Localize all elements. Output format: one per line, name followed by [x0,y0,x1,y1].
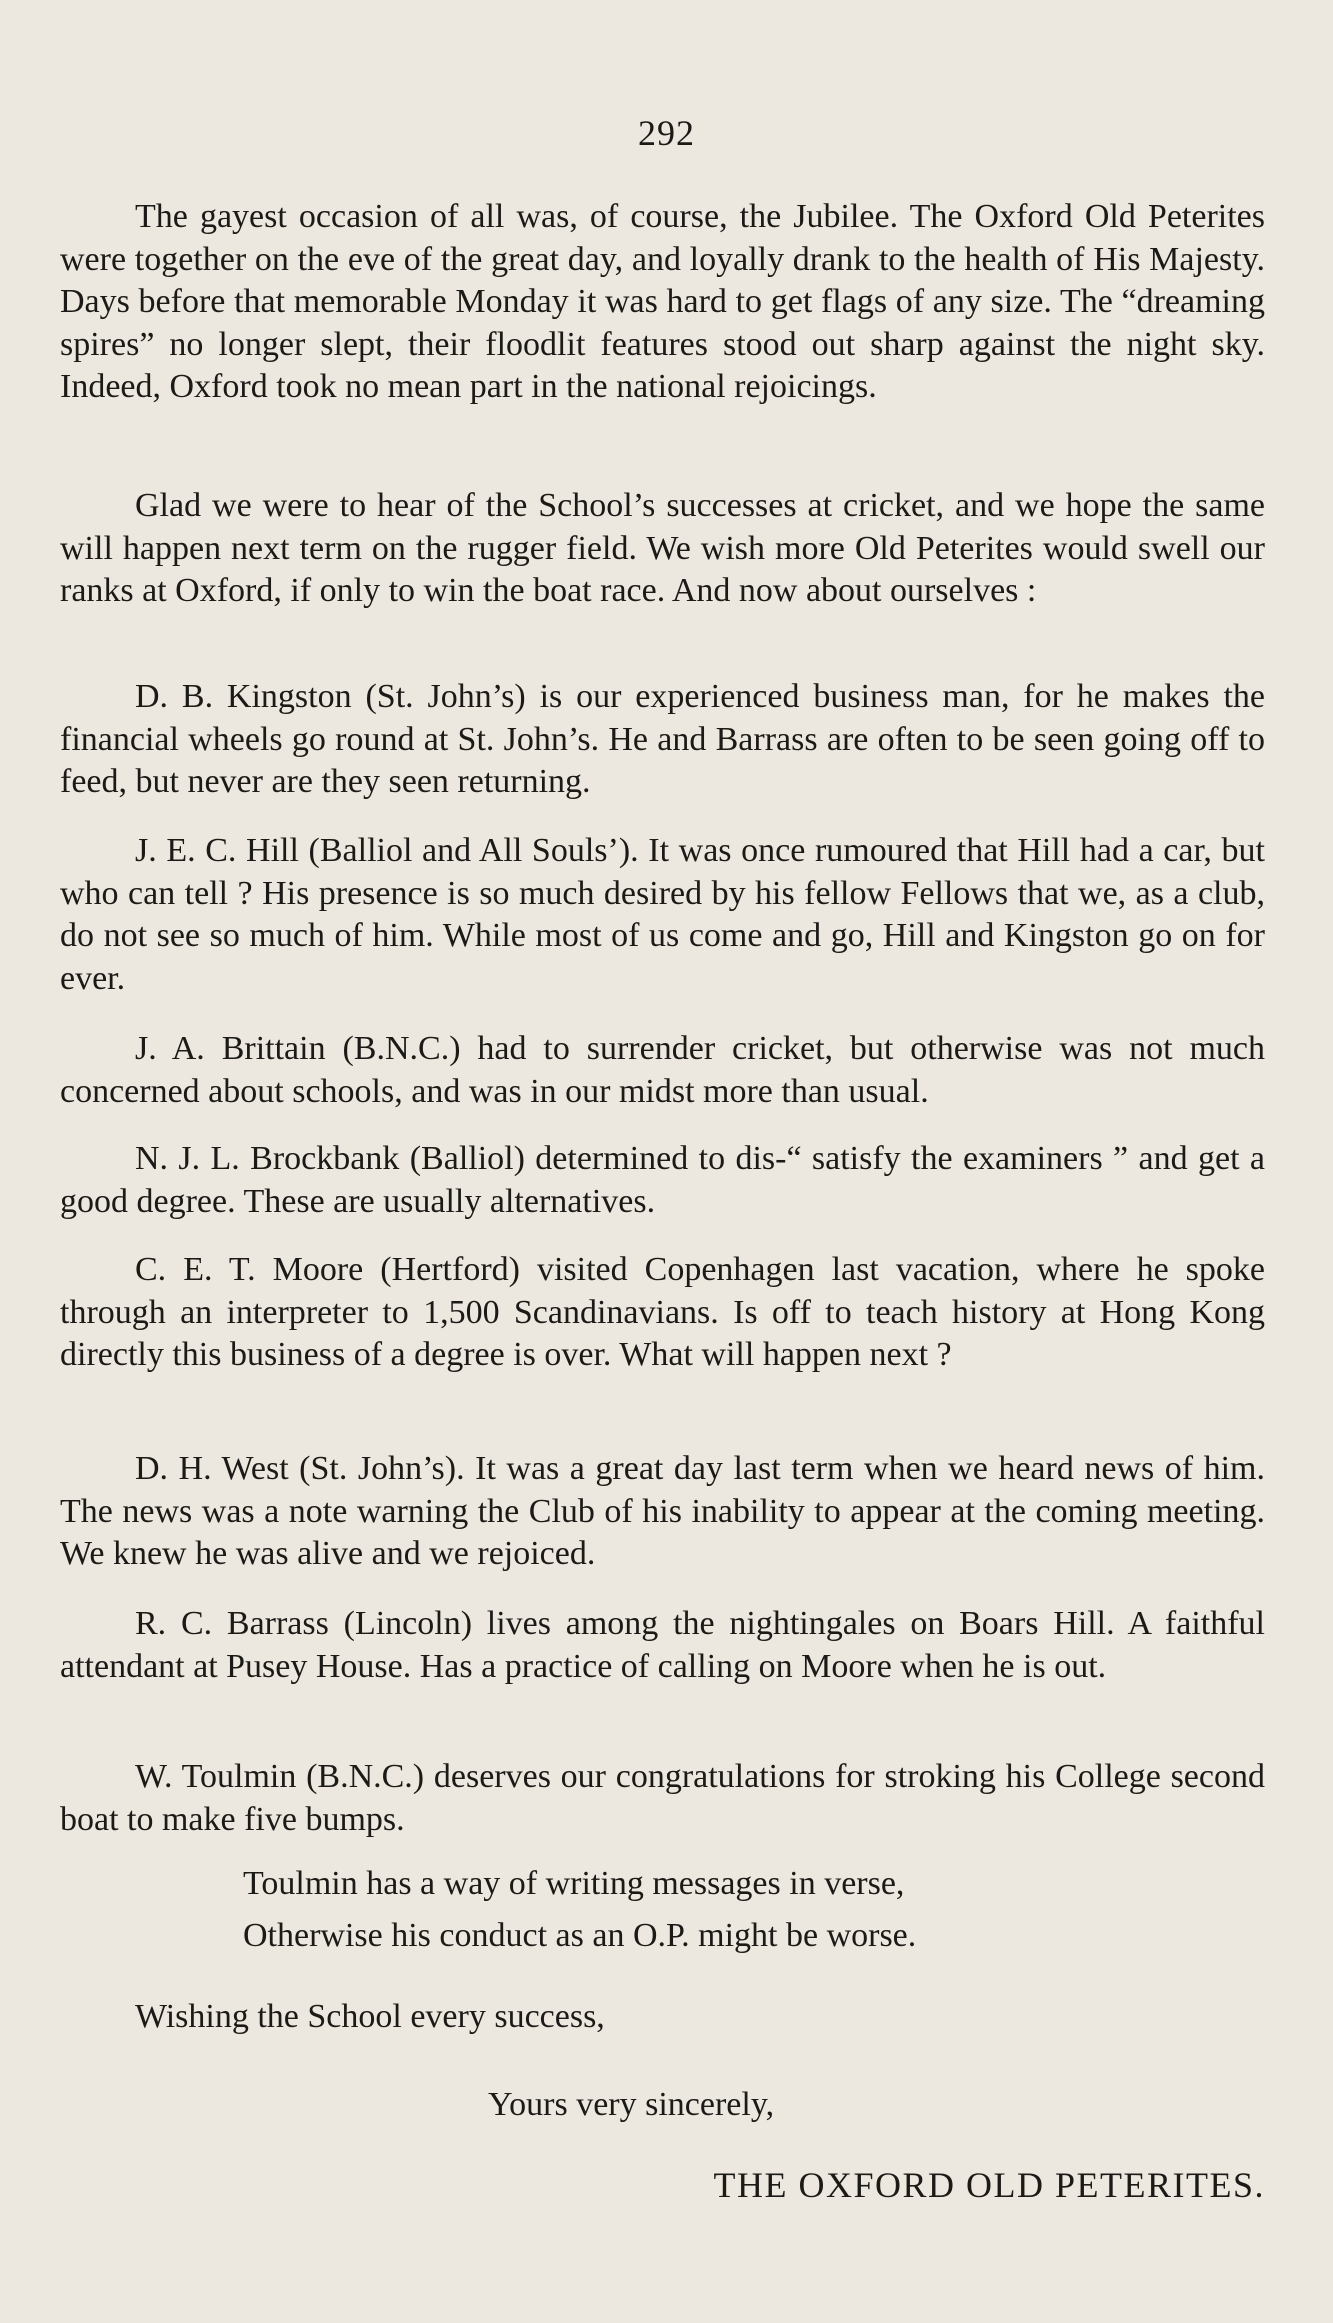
paragraph-toulmin: W. Toulmin (B.N.C.) deserves our congratulations for stroking his College second boat to make five bumps. [60,1758,1265,1838]
page-number: 292 [638,113,695,153]
paragraph-barrass: R. C. Barrass (Lincoln) lives among the nightingales on Boars Hill. A faithful attendant at Pusey House. Has a practice of calling on Moore when he is out. [60,1605,1265,1685]
signature: THE OXFORD OLD PETERITES. [713,2165,1265,2205]
verse-block [243,1858,1143,1962]
verse-line: Toulmin has a way of writing messages in verse, [243,1865,905,1902]
paragraph-brittain: J. A. Brittain (B.N.C.) had to surrender cricket, but otherwise was not much concerned about schools, and was in our midst more than usual. [60,1030,1265,1110]
valediction: Yours very sincerely, [488,2086,775,2123]
paragraph-brockbank: N. J. L. Brockbank (Balliol) determined to dis-“ satisfy the examiners ” and get a good degree. These are usually alternatives. [60,1140,1265,1220]
paragraph-west: D. H. West (St. John’s). It was a great day last term when we heard news of him. The news was a note warning the Club of his inability to appear at the coming meeting. We knew he was alive and we rejoiced. [60,1450,1265,1572]
paragraph-hill: J. E. C. Hill (Balliol and All Souls’). It was once rumoured that Hill had a car, but who can tell ? His presence is so much desired by his fellow Fellows that we, as a club, do not see so much of him. While most of us come and go, Hill and Kingston go on for ever. [60,832,1265,997]
paragraph-moore: C. E. T. Moore (Hertford) visited Copenhagen last vacation, where he spoke through an interpreter to 1,500 Scandinavians. Is off to teach history at Hong Kong directly this business of a degree is over. What will happen next ? [60,1251,1265,1373]
paragraph-kingston: D. B. Kingston (St. John’s) is our experienced business man, for he makes the financial wheels go round at St. John’s. He and Barrass are often to be seen going off to feed, but never are they seen returning. [60,678,1265,800]
paragraph-jubilee: The gayest occasion of all was, of course, the Jubilee. The Oxford Old Peterites were together on the eve of the great day, and loyally drank to the health of His Majesty. Days before that memorable Monday it was hard to get flags of any size. The “dreaming spires” no longer slept, their floodlit features stood out sharp against the night sky. Indeed, Oxford took no mean part in the national rejoicings. [60,198,1265,405]
closing-line: Wishing the School every success, [135,1998,605,2035]
verse-line: Otherwise his conduct as an O.P. might be worse. [243,1917,917,1954]
paragraph-cricket: Glad we were to hear of the School’s successes at cricket, and we hope the same will happen next term on the rugger field. We wish more Old Peterites would swell our ranks at Oxford, if only to win the boat race. And now about ourselves : [60,487,1265,609]
